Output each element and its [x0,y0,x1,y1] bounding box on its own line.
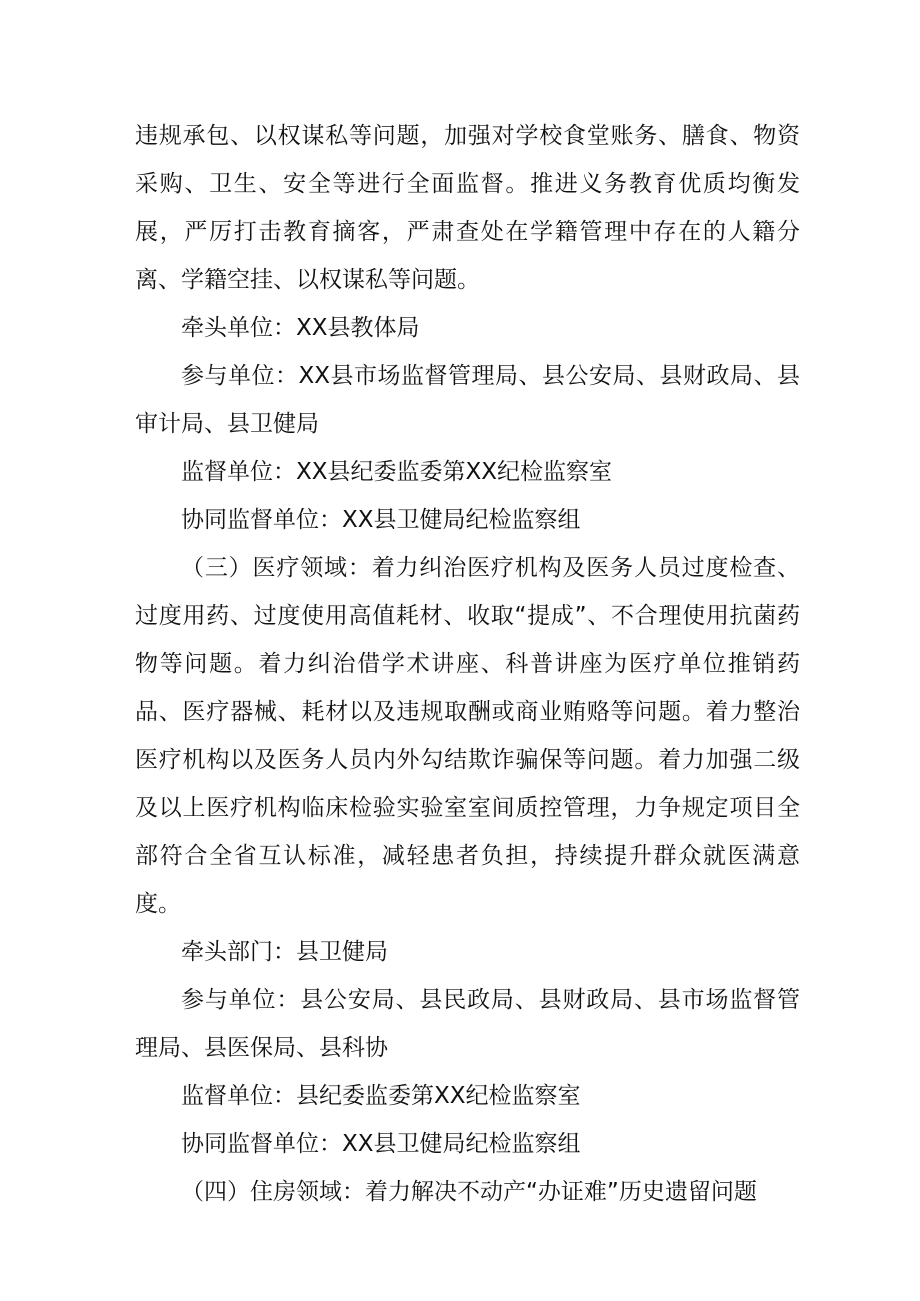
paragraph-lead-unit-education: 牵头单位：XX县教体局 [181,315,420,341]
paragraph-medical-section: （三）医疗领域：着力纠治医疗机构及医务人员过度检查、过度用药、过度使用高值耗材、收取“提成”、不合理使用抗菌药物等问题。着力纠治借学术讲座、科普讲座为医疗单位推销药品、医疗器械、耗材以及违规取酬或商业贿赂等问题。着力整治医疗机构以及医务人员内外勾结欺诈骗保等问题。着力加强二级及以上医疗机构临床检验实验室室间质控管理，力争规定项目全部符合全省互认标准，减轻患者负担，持续提升群众就医满意度。 [135,555,800,917]
paragraph-supervising-unit-medical: 监督单位：县纪委监委第XX纪检监察室 [181,1083,581,1109]
document-body [135,112,800,1216]
paragraph-participating-units-education: 参与单位：XX县市场监督管理局、县公安局、县财政局、县审计局、县卫健局 [135,363,800,437]
paragraph-housing-section: （四）住房领域：着力解决不动产“办证难”历史遗留问题 [181,1179,757,1205]
paragraph-lead-department-medical: 牵头部门：县卫健局 [181,939,388,965]
paragraph-education-continuation: 违规承包、以权谋私等问题，加强对学校食堂账务、膳食、物资采购、卫生、安全等进行全面监督。推进义务教育优质均衡发展，严厉打击教育摘客，严肃查处在学籍管理中存在的人籍分离、学籍空挂、以权谋私等问题。 [135,123,800,293]
paragraph-supervising-unit-education: 监督单位：XX县纪委监委第XX纪检监察室 [181,459,613,485]
paragraph-participating-units-medical: 参与单位：县公安局、县民政局、县财政局、县市场监督管理局、县医保局、县科协 [135,987,800,1061]
paragraph-co-supervising-unit-medical: 协同监督单位：XX县卫健局纪检监察组 [181,1131,581,1157]
paragraph-co-supervising-unit-education: 协同监督单位：XX县卫健局纪检监察组 [181,507,581,533]
